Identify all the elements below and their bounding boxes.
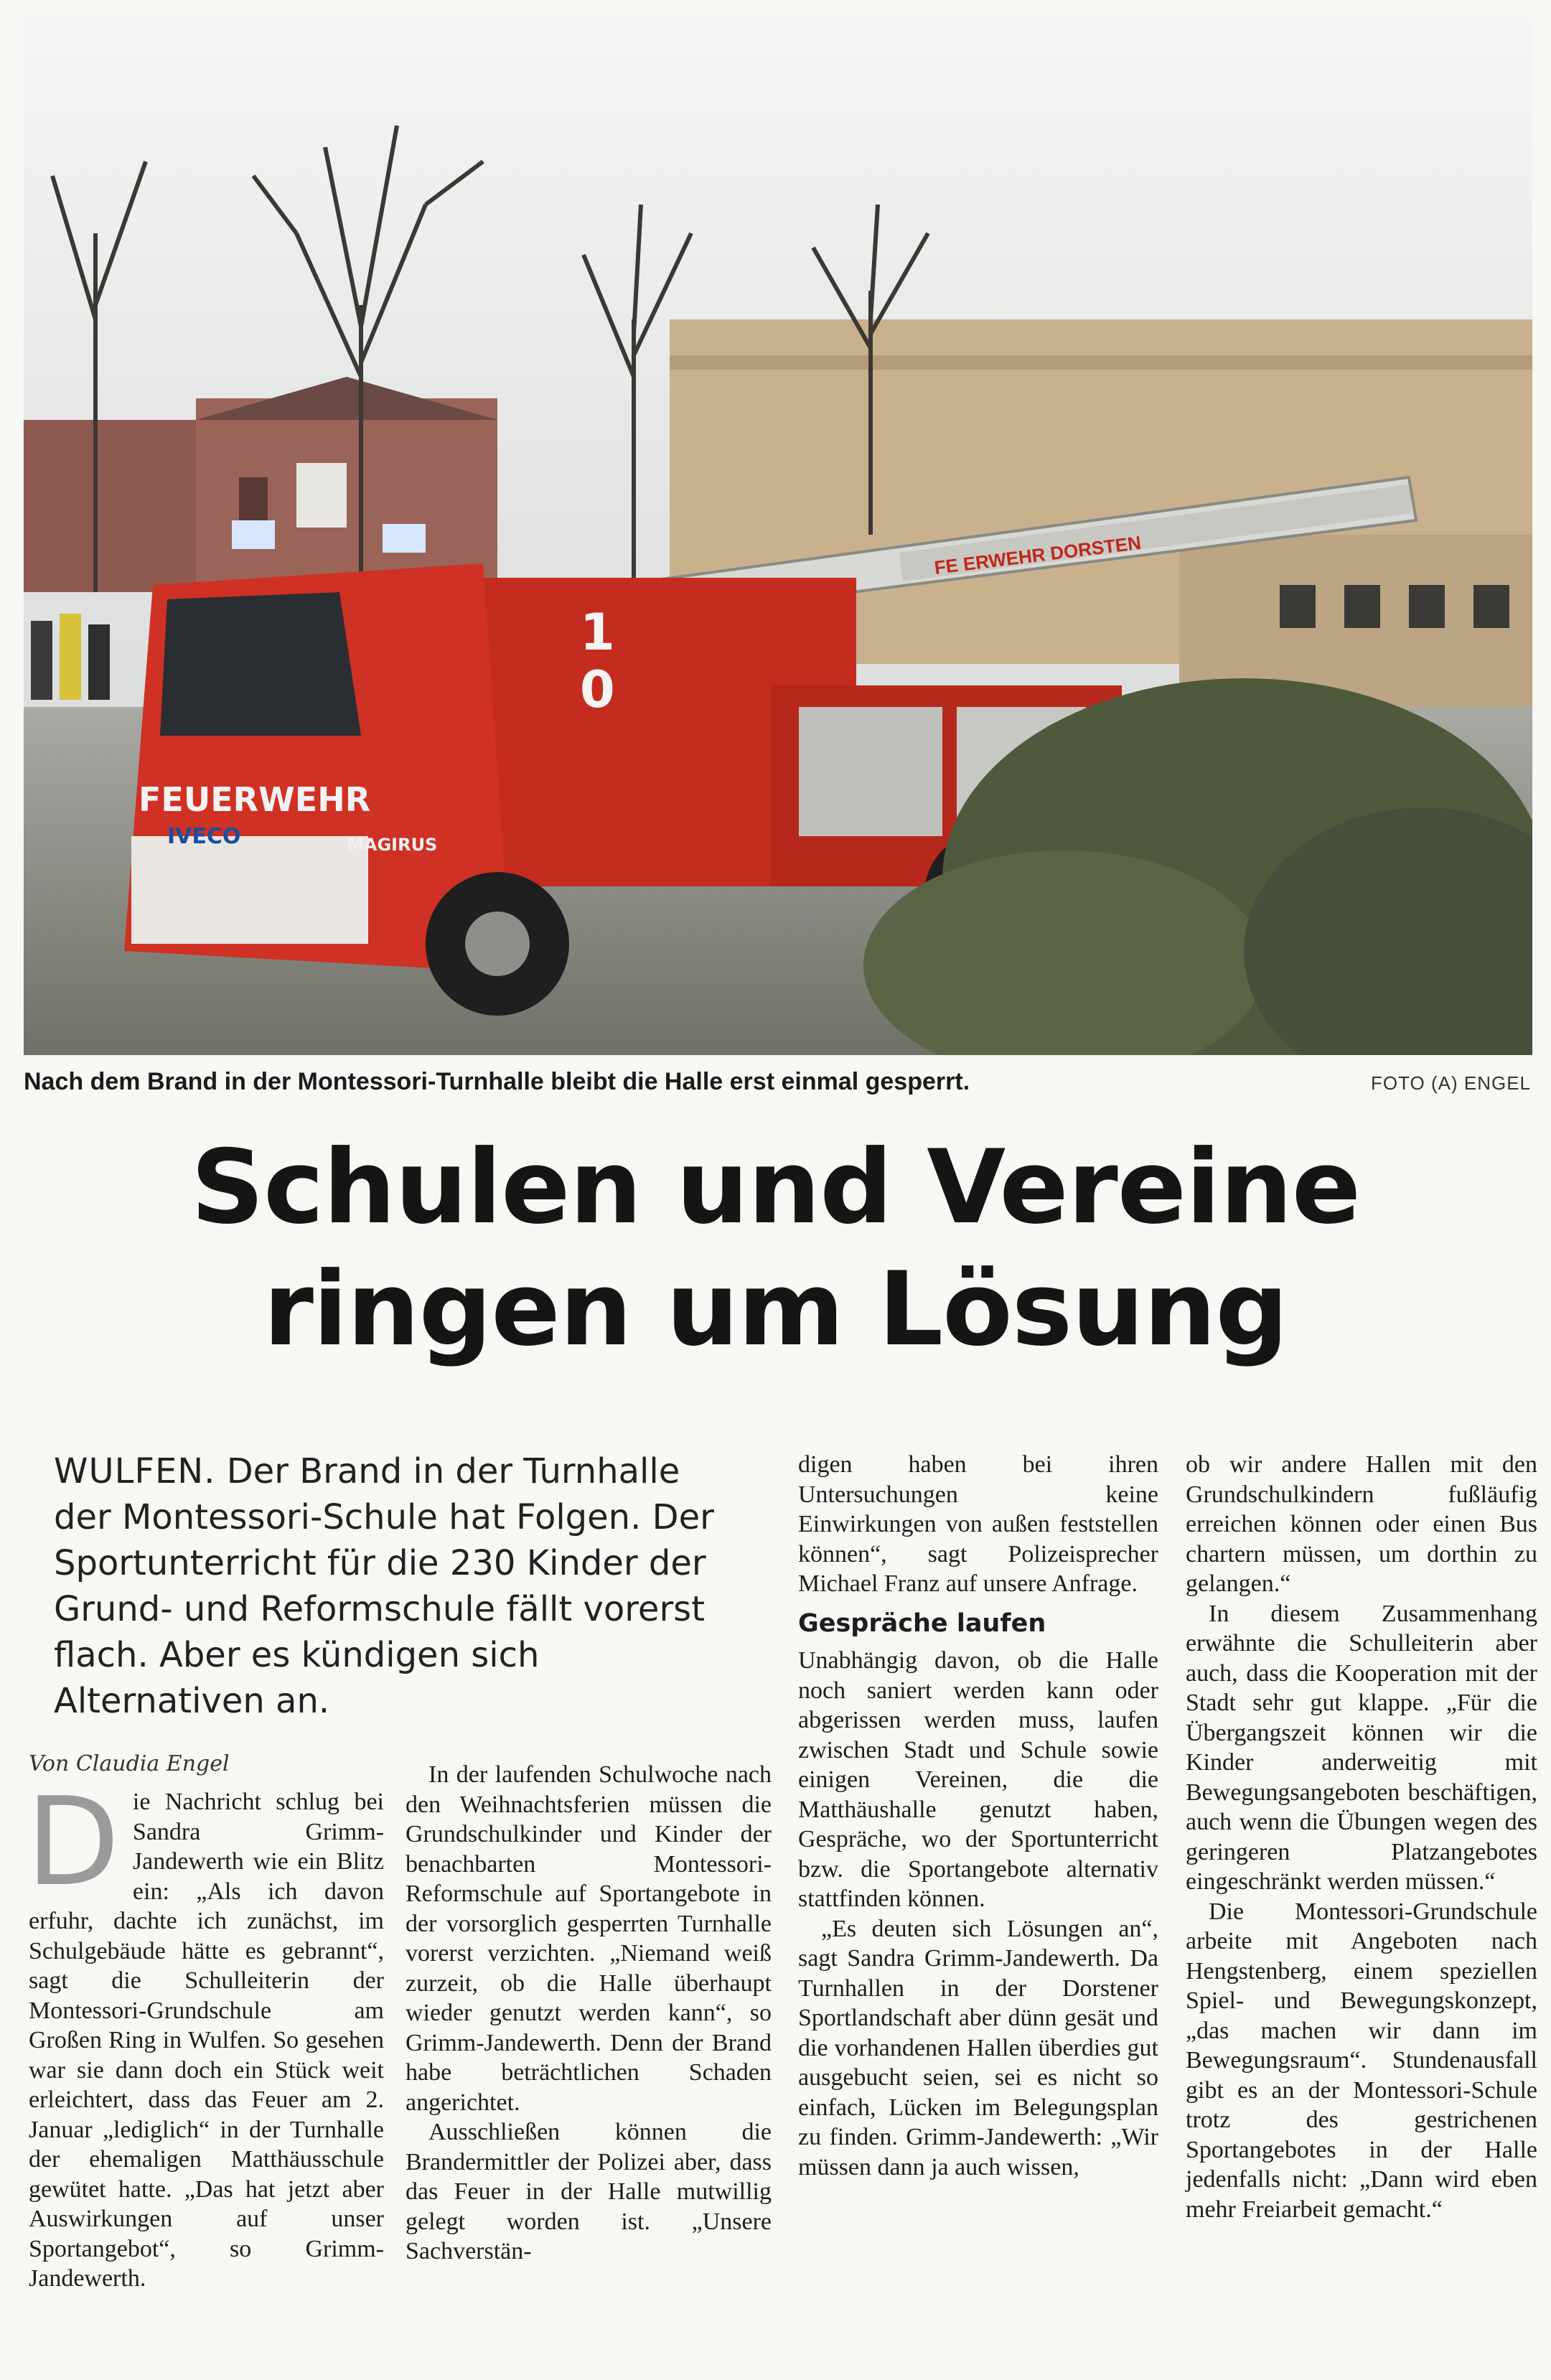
truck-feuerwehr-lettering: FEUERWEHR — [139, 780, 371, 819]
paragraph: Ausschließen können die Brandermittler der Polizei aber, dass das Feuer in der Halle mutwillig gelegt worden ist. „Unsere Sachverstän- — [406, 2119, 772, 2264]
article-photo — [24, 18, 1532, 1055]
drop-cap: D — [26, 1771, 120, 1913]
truck-iveco-lettering: IVECO — [167, 824, 241, 849]
article-column-2 — [406, 1760, 772, 2267]
lede — [54, 1448, 736, 1724]
truck-number-1: 1 — [580, 603, 615, 662]
headline-line-1: Schulen und Vereine — [190, 1128, 1361, 1247]
fire-truck-photo — [24, 18, 1532, 1055]
ladder-lettering: FE ERWEHR DORSTEN — [933, 531, 1143, 578]
paragraph: In diesem Zusammenhang erwähnte die Schulleiterin aber auch, dass die Kooperation mit der Stadt sehr gut klappe. „Für die Übergangszeit können wir die Kinder anderweitig mit Bewegungsangeboten beschäftigen, auch wenn die Übungen wegen des geringeren Platzangebotes eingeschränkt werden müssen.“ — [1186, 1600, 1537, 1895]
subheading: Gespräche laufen — [798, 1608, 1046, 1638]
truck-number-0: 0 — [580, 660, 615, 719]
photo-credit: FOTO (A) ENGEL — [1371, 1072, 1531, 1094]
paragraph: In der laufenden Schulwoche nach den Weihnachtsferien müssen die Grundschulkinder und Kinder der benachbarten Montessori-Reformschule auf Sportangebote in der vorsorglich gesperrten Turnhalle vorerst verzichten. „Niemand weiß zurzeit, ob die Halle überhaupt wieder genutzt werden kann“, so Grimm-Jandewerth. Denn der Brand habe beträchtlichen Schaden angerichtet. — [406, 1761, 772, 2116]
paragraph: digen haben bei ihren Untersuchungen keine Einwirkungen von außen feststellen können“, sagt Polizeisprecher Michael Franz auf unsere Anfrage. — [798, 1451, 1158, 1597]
truck-magirus-lettering: MAGIRUS — [347, 835, 438, 855]
paragraph: ie Nachricht schlug bei Sandra Grimm-Jandewerth wie ein Blitz ein: „Als ich davon erfuhr, dachte ich zunächst, im Schulgebäude hätte es gebrannt“, sagt die Schulleiterin der Montessori-Grundschule am Großen Ring in Wulfen. So gesehen war sie dann doch ein Stück weit erleichtert, dass das Feuer am 2. Januar „lediglich“ in der Turnhalle der ehemaligen Matthäusschule gewütet hatte. „Das hat jetzt aber Auswirkungen auf unser Sportangebot“, so Grimm-Jandewerth. — [29, 1789, 384, 2292]
article-column-1 — [26, 1771, 384, 2294]
article-column-3 — [798, 1450, 1158, 2182]
paragraph: Die Montessori-Grundschule arbeite mit Angeboten nach Hengstenberg, einem speziellen Spiel- und Bewegungskonzept, „das machen wir dann im Bewegungsraum“. Stundenausfall gibt es an der Montessori-Schule trotz des gestrichenen Sportangebotes in der Halle jedenfalls nicht: „Dann wird eben mehr Freiarbeit gemacht.“ — [1186, 1898, 1537, 2223]
firefighters-icon — [31, 614, 110, 700]
paragraph: ob wir andere Hallen mit den Grundschulkindern fußläufig erreichen können oder einen Bus chartern müssen, um dorthin zu gelangen.“ — [1186, 1451, 1537, 1597]
headline-line-2: ringen um Lösung — [263, 1250, 1288, 1369]
byline: Von Claudia Engel — [29, 1751, 230, 1776]
headline — [0, 1127, 1551, 1371]
paragraph: „Es deuten sich Lösungen an“, sagt Sandra Grimm-Jandewerth. Da Turnhallen in der Dorstener Sportlandschaft aber dünn gesät und die vorhandenen Hallen überdies gut ausgebucht seien, sei es nicht so einfach, Lücken im Belegungsplan zu finden. Grimm-Jandewerth: „Wir müssen dann ja auch wissen, — [798, 1915, 1158, 2180]
photo-caption: Nach dem Brand in der Montessori-Turnhalle bleibt die Halle erst einmal gesperrt. — [24, 1068, 970, 1095]
paragraph: Unabhängig davon, ob die Halle noch saniert werden kann oder abgerissen werden muss, laufen zwischen Stadt und Schule sowie einigen Vereinen, die die Matthäushalle genutzt haben, Gespräche, wo der Sportunterricht bzw. die Sportangebote alternativ stattfinden können. — [798, 1647, 1158, 1912]
lede-text: Der Brand in der Turnhalle der Montessori-Schule hat Folgen. Der Sportunterricht für die 230 Kinder der Grund- und Reformschule fällt vorerst flach. Aber es kündigen sich Alternativen an. — [54, 1451, 714, 1721]
dateline: WULFEN. — [54, 1451, 216, 1491]
article-column-4 — [1186, 1450, 1537, 2224]
